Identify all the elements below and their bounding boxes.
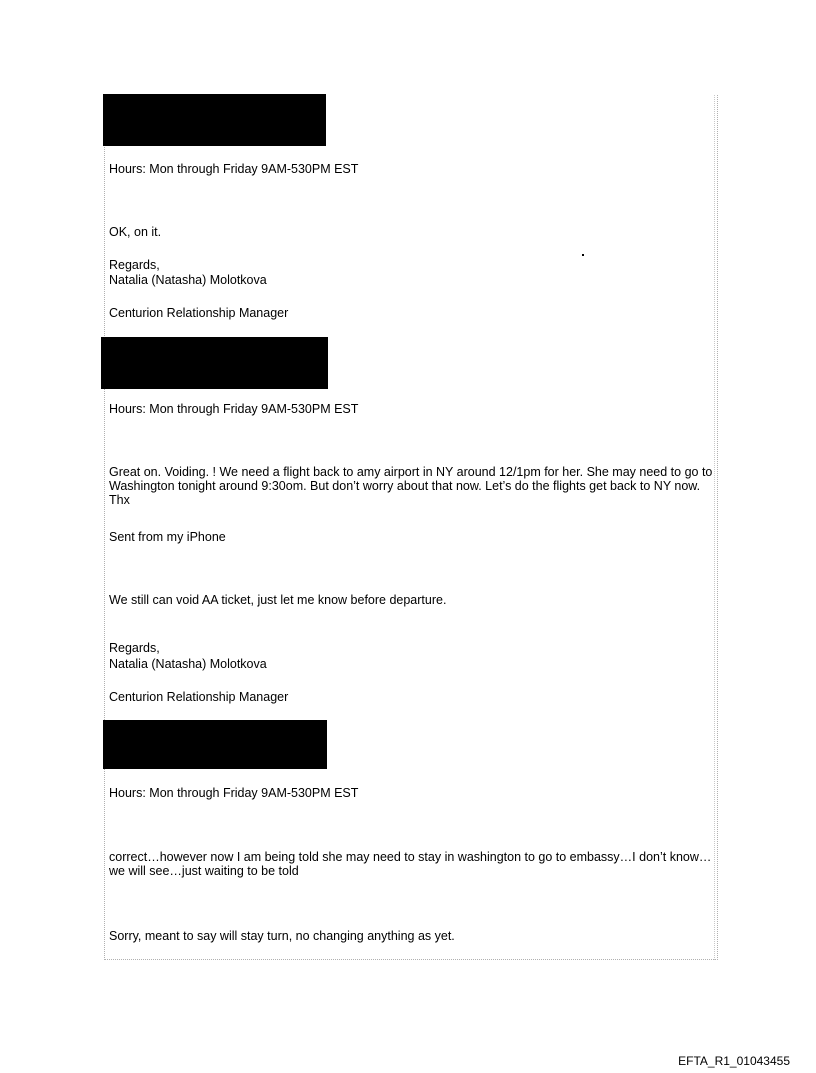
message-body: We still can void AA ticket, just let me know before departure. <box>109 593 447 607</box>
frame-inner-border <box>714 95 715 960</box>
message-body: Great on. Voiding. ! We need a flight back to amy airport in NY around 12/1pm for her. She may need to go to Washington tonight around 9:30om. But don’t worry about that now. Let’s do the flights get back to NY now. Thx <box>109 465 713 507</box>
document-id: EFTA_R1_01043455 <box>678 1054 790 1068</box>
sender-title: Centurion Relationship Manager <box>109 690 289 704</box>
message-body: OK, on it. <box>109 225 162 239</box>
message-body: Sorry, meant to say will stay turn, no changing anything as yet. <box>109 929 455 943</box>
sender-name: Natalia (Natasha) Molotkova <box>109 657 267 671</box>
redaction-block <box>103 720 327 769</box>
redaction-block <box>101 337 328 389</box>
sender-name: Natalia (Natasha) Molotkova <box>109 273 267 287</box>
stray-mark <box>582 254 584 256</box>
sent-from-signature: Sent from my iPhone <box>109 530 226 544</box>
regards-text: Regards, <box>109 641 160 655</box>
message-body: correct…however now I am being told she may need to stay in washington to go to embassy…I don’t know…we will see…just waiting to be told <box>109 850 712 878</box>
redaction-block <box>103 94 326 146</box>
hours-line: Hours: Mon through Friday 9AM-530PM EST <box>109 786 359 800</box>
hours-line: Hours: Mon through Friday 9AM-530PM EST <box>109 162 359 176</box>
hours-line: Hours: Mon through Friday 9AM-530PM EST <box>109 402 359 416</box>
sender-title: Centurion Relationship Manager <box>109 306 289 320</box>
regards-text: Regards, <box>109 258 160 272</box>
message-thread-frame <box>104 95 718 960</box>
